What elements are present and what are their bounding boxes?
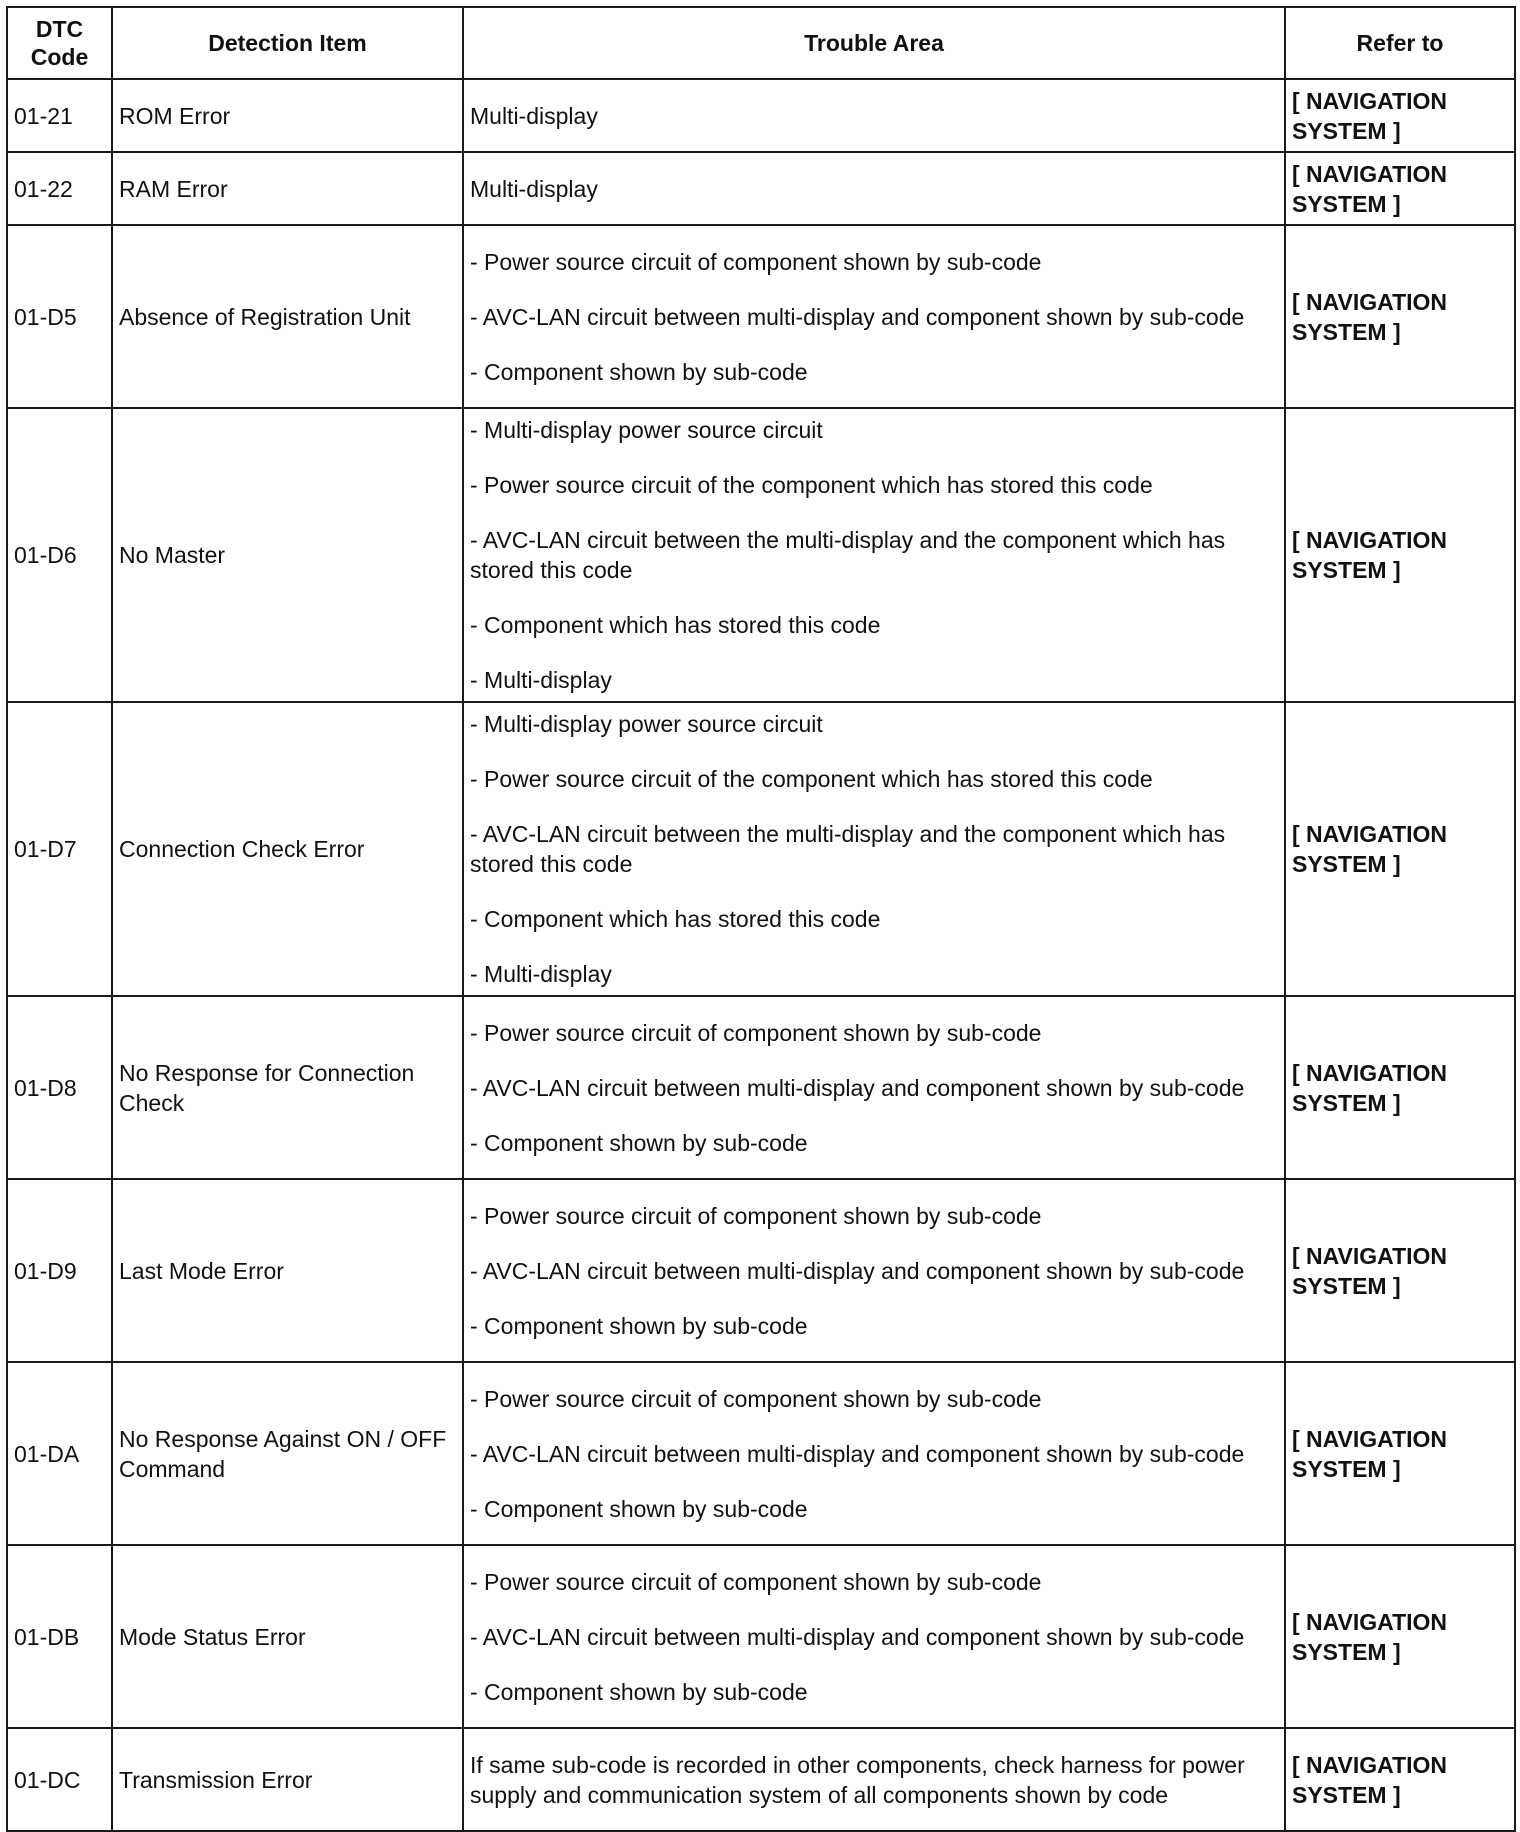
trouble-area-item: If same sub-code is recorded in other components, check harness for power supply and communication system of all components shown by code xyxy=(470,1751,1245,1808)
trouble-area-item: - Component shown by sub-code xyxy=(470,1495,808,1522)
trouble-area-item: - Power source circuit of component shown by sub-code xyxy=(470,248,1042,275)
trouble-area-item: - Power source circuit of component shown by sub-code xyxy=(470,1385,1042,1412)
table-row xyxy=(7,225,1515,408)
trouble-area-cell xyxy=(463,1179,1285,1362)
table-row xyxy=(7,152,1515,225)
trouble-area-item: - Component shown by sub-code xyxy=(470,1129,808,1156)
header-detection-item: Detection Item xyxy=(112,7,463,79)
trouble-area-item: - AVC-LAN circuit between multi-display and component shown by sub-code xyxy=(470,1074,1245,1101)
dtc-table xyxy=(6,6,1516,1832)
table-row xyxy=(7,408,1515,702)
refer-to-link[interactable]: [ NAVIGATION SYSTEM ] xyxy=(1285,1362,1515,1545)
trouble-area-item: - Component which has stored this code xyxy=(470,906,881,932)
trouble-area-cell xyxy=(463,1362,1285,1545)
trouble-area-item: Multi-display xyxy=(470,102,598,129)
trouble-area-item: - Power source circuit of the component which has stored this code xyxy=(470,472,1153,498)
table-row xyxy=(7,1545,1515,1728)
trouble-area-cell xyxy=(463,1728,1285,1831)
table-header xyxy=(7,7,1515,79)
dtc-code-cell: 01-D6 xyxy=(7,408,112,702)
trouble-area-item: Multi-display xyxy=(470,175,598,202)
dtc-code-cell: 01-DA xyxy=(7,1362,112,1545)
refer-to-link[interactable]: [ NAVIGATION SYSTEM ] xyxy=(1285,702,1515,996)
refer-to-link[interactable]: [ NAVIGATION SYSTEM ] xyxy=(1285,152,1515,225)
dtc-code-cell: 01-DB xyxy=(7,1545,112,1728)
table-body xyxy=(7,79,1515,1831)
trouble-area-item: - AVC-LAN circuit between multi-display and component shown by sub-code xyxy=(470,1623,1245,1650)
detection-item-cell: Connection Check Error xyxy=(112,702,463,996)
trouble-area-item: - Multi-display xyxy=(470,961,612,987)
dtc-code-cell: 01-21 xyxy=(7,79,112,152)
trouble-area-item: - Power source circuit of the component which has stored this code xyxy=(470,766,1153,792)
table-row xyxy=(7,1362,1515,1545)
detection-item-cell: Transmission Error xyxy=(112,1728,463,1831)
trouble-area-cell xyxy=(463,79,1285,152)
dtc-code-cell: 01-D5 xyxy=(7,225,112,408)
detection-item-cell: No Response Against ON / OFF Command xyxy=(112,1362,463,1545)
table-row xyxy=(7,1728,1515,1831)
detection-item-cell: RAM Error xyxy=(112,152,463,225)
dtc-code-cell: 01-22 xyxy=(7,152,112,225)
detection-item-cell: Absence of Registration Unit xyxy=(112,225,463,408)
trouble-area-item: - AVC-LAN circuit between multi-display and component shown by sub-code xyxy=(470,1257,1245,1284)
trouble-area-cell xyxy=(463,1545,1285,1728)
trouble-area-item: - Component shown by sub-code xyxy=(470,358,808,385)
trouble-area-item: - AVC-LAN circuit between the multi-display and the component which has stored this code xyxy=(470,527,1226,583)
dtc-code-cell: 01-DC xyxy=(7,1728,112,1831)
detection-item-cell: No Master xyxy=(112,408,463,702)
trouble-area-item: - Power source circuit of component shown by sub-code xyxy=(470,1568,1042,1595)
refer-to-link[interactable]: [ NAVIGATION SYSTEM ] xyxy=(1285,408,1515,702)
trouble-area-cell xyxy=(463,225,1285,408)
trouble-area-item: - Component which has stored this code xyxy=(470,612,881,638)
table-row xyxy=(7,1179,1515,1362)
dtc-code-cell: 01-D9 xyxy=(7,1179,112,1362)
refer-to-link[interactable]: [ NAVIGATION SYSTEM ] xyxy=(1285,225,1515,408)
header-row xyxy=(7,7,1515,79)
trouble-area-item: - Component shown by sub-code xyxy=(470,1312,808,1339)
trouble-area-item: - Power source circuit of component shown by sub-code xyxy=(470,1202,1042,1229)
trouble-area-item: - Component shown by sub-code xyxy=(470,1678,808,1705)
table-row xyxy=(7,702,1515,996)
detection-item-cell: Last Mode Error xyxy=(112,1179,463,1362)
detection-item-cell: ROM Error xyxy=(112,79,463,152)
table-row xyxy=(7,996,1515,1179)
refer-to-link[interactable]: [ NAVIGATION SYSTEM ] xyxy=(1285,1179,1515,1362)
trouble-area-cell xyxy=(463,702,1285,996)
trouble-area-cell xyxy=(463,408,1285,702)
trouble-area-item: - AVC-LAN circuit between multi-display and component shown by sub-code xyxy=(470,1440,1245,1467)
dtc-code-cell: 01-D8 xyxy=(7,996,112,1179)
table-row xyxy=(7,79,1515,152)
trouble-area-cell xyxy=(463,152,1285,225)
header-refer-to: Refer to xyxy=(1285,7,1515,79)
trouble-area-item: - Multi-display xyxy=(470,667,612,693)
refer-to-link[interactable]: [ NAVIGATION SYSTEM ] xyxy=(1285,1545,1515,1728)
header-trouble-area: Trouble Area xyxy=(463,7,1285,79)
trouble-area-item: - AVC-LAN circuit between multi-display and component shown by sub-code xyxy=(470,303,1245,330)
header-dtc-code: DTC Code xyxy=(7,7,112,79)
trouble-area-item: - Power source circuit of component shown by sub-code xyxy=(470,1019,1042,1046)
detection-item-cell: Mode Status Error xyxy=(112,1545,463,1728)
trouble-area-item: - Multi-display power source circuit xyxy=(470,417,823,443)
trouble-area-cell xyxy=(463,996,1285,1179)
refer-to-link[interactable]: [ NAVIGATION SYSTEM ] xyxy=(1285,996,1515,1179)
trouble-area-item: - Multi-display power source circuit xyxy=(470,711,823,737)
refer-to-link[interactable]: [ NAVIGATION SYSTEM ] xyxy=(1285,1728,1515,1831)
dtc-code-cell: 01-D7 xyxy=(7,702,112,996)
trouble-area-item: - AVC-LAN circuit between the multi-display and the component which has stored this code xyxy=(470,821,1226,877)
refer-to-link[interactable]: [ NAVIGATION SYSTEM ] xyxy=(1285,79,1515,152)
detection-item-cell: No Response for Connection Check xyxy=(112,996,463,1179)
